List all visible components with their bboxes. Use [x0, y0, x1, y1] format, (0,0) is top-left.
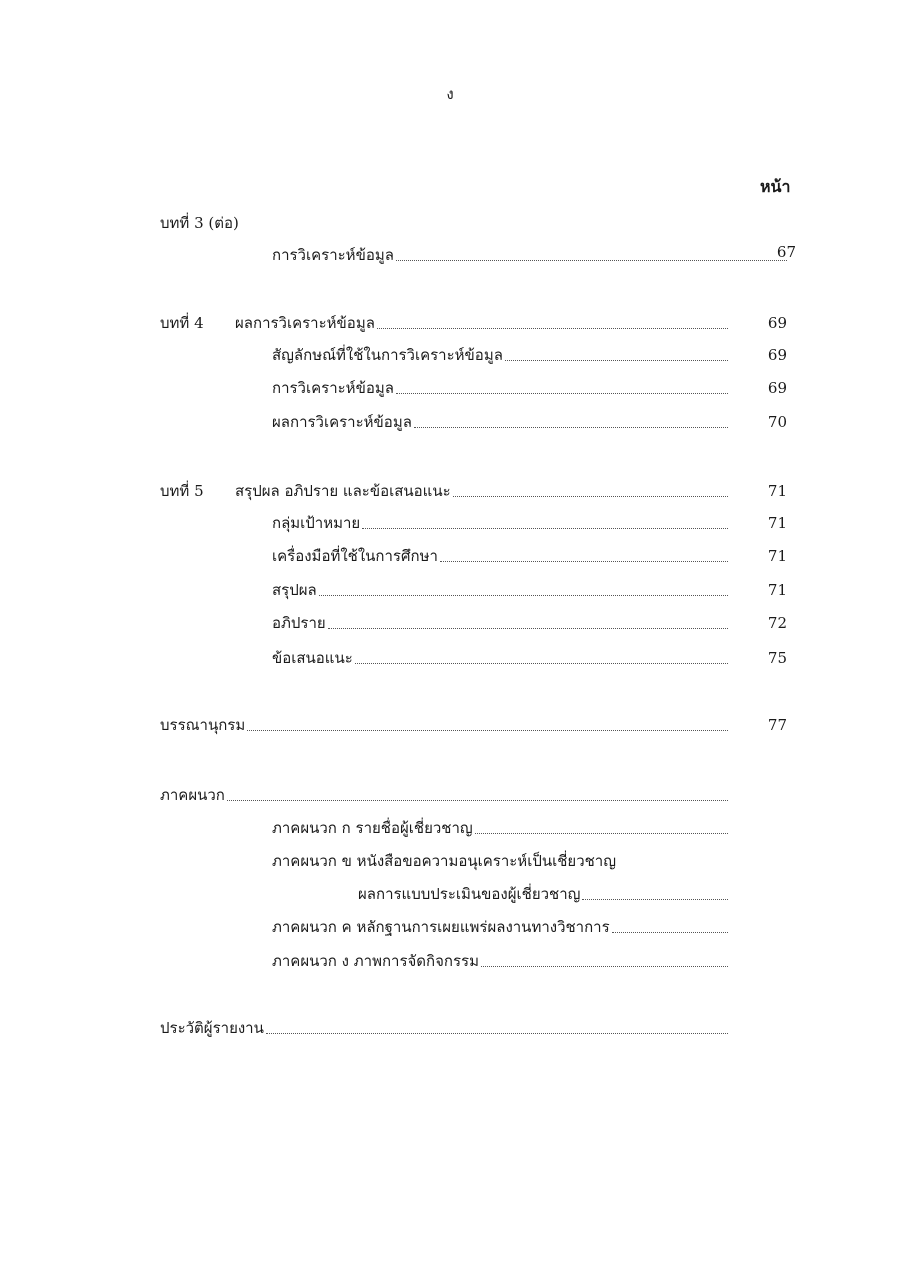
- toc-entry-title: อภิปราย: [272, 614, 326, 632]
- dot-leader: [266, 1033, 728, 1034]
- toc-entry-title: ข้อเสนอแนะ: [272, 649, 353, 667]
- dot-leader: [582, 899, 728, 900]
- dot-leader: [377, 328, 728, 329]
- toc-entry-page: 72: [767, 614, 787, 632]
- dot-leader: [362, 528, 728, 529]
- dot-leader: [355, 663, 728, 664]
- toc-entry-page: 71: [767, 547, 787, 565]
- dot-leader: [328, 628, 728, 629]
- toc-entry-title: เครื่องมือที่ใช้ในการศึกษา: [272, 547, 438, 565]
- toc-entry-title: สัญลักษณ์ที่ใช้ในการวิเคราะห์ข้อมูล: [272, 346, 503, 364]
- toc-entry[interactable]: [272, 376, 787, 398]
- chapter-page: 71: [767, 482, 787, 500]
- toc-entry-page: 75: [767, 649, 787, 667]
- toc-entry-page: 70: [767, 413, 787, 431]
- dot-leader: [481, 966, 728, 967]
- dot-leader: [227, 800, 728, 801]
- dot-leader: [396, 260, 787, 261]
- toc-entry[interactable]: [272, 646, 787, 668]
- dot-leader: [319, 595, 728, 596]
- chapter-number: บทที่ 5: [160, 482, 204, 500]
- toc-entry-page: 71: [767, 514, 787, 532]
- toc-entry-title: ภาคผนวก ก รายชื่อผู้เชี่ยวชาญ: [272, 819, 473, 837]
- toc-entry[interactable]: [272, 410, 787, 432]
- toc-author-bio[interactable]: [160, 1016, 728, 1038]
- page-column-header: หน้า: [760, 177, 791, 196]
- dot-leader: [247, 730, 728, 731]
- toc-chapter-5[interactable]: [160, 479, 787, 501]
- toc-entry-title: กลุ่มเป้าหมาย: [272, 514, 361, 532]
- page-number: ง: [446, 85, 454, 103]
- dot-leader: [396, 393, 728, 394]
- chapter-3-heading: บทที่ 3 (ต่อ): [160, 214, 239, 232]
- toc-entry-page: 71: [767, 581, 787, 599]
- bibliography-page: 77: [767, 716, 787, 734]
- toc-entry[interactable]: [272, 544, 787, 566]
- toc-entry-title: ภาคผนวก ง ภาพการจัดกิจกรรม: [272, 952, 479, 970]
- dot-leader: [440, 561, 728, 562]
- chapter-page: 69: [767, 314, 787, 332]
- author-bio-title: ประวัติผู้รายงาน: [160, 1019, 264, 1037]
- toc-entry-title: การวิเคราะห์ข้อมูล: [272, 379, 394, 397]
- toc-entry[interactable]: [272, 816, 728, 838]
- toc-chapter-4[interactable]: [160, 311, 787, 333]
- dot-leader: [414, 427, 728, 428]
- chapter-title: ผลการวิเคราะห์ข้อมูล: [235, 314, 375, 332]
- toc-bibliography[interactable]: [160, 713, 787, 735]
- toc-entry-page: 69: [767, 379, 787, 397]
- toc-entry-title: ผลการแบบประเมินของผู้เชี่ยวชาญ: [358, 885, 581, 903]
- toc-entry-title: สรุปผล: [272, 581, 317, 599]
- toc-entry[interactable]: [272, 243, 796, 265]
- dot-leader: [453, 496, 728, 497]
- chapter-title: สรุปผล อภิปราย และข้อเสนอแนะ: [235, 482, 451, 500]
- dot-leader: [612, 932, 728, 933]
- toc-entry-page: 67: [776, 243, 796, 261]
- dot-leader: [505, 360, 728, 361]
- toc-appendix[interactable]: [160, 783, 728, 805]
- toc-entry[interactable]: [358, 882, 728, 904]
- toc-entry-title: ผลการวิเคราะห์ข้อมูล: [272, 413, 412, 431]
- toc-entry-title[interactable]: ภาคผนวก ข หนังสือขอความอนุเคราะห์เป็นเชี่ยวชาญ: [272, 852, 616, 870]
- appendix-title: ภาคผนวก: [160, 786, 225, 804]
- bibliography-title: บรรณานุกรม: [160, 716, 246, 734]
- toc-entry-title: การวิเคราะห์ข้อมูล: [272, 246, 394, 264]
- toc-entry[interactable]: [272, 578, 787, 600]
- toc-entry[interactable]: [272, 611, 787, 633]
- chapter-number: บทที่ 4: [160, 314, 204, 332]
- toc-entry[interactable]: [272, 343, 787, 365]
- dot-leader: [475, 833, 728, 834]
- toc-entry[interactable]: [272, 511, 787, 533]
- toc-entry-page: 69: [767, 346, 787, 364]
- toc-entry[interactable]: [272, 949, 728, 971]
- toc-entry[interactable]: [272, 915, 728, 937]
- toc-entry-title: ภาคผนวก ค หลักฐานการเผยแพร่ผลงานทางวิชาการ: [272, 918, 610, 936]
